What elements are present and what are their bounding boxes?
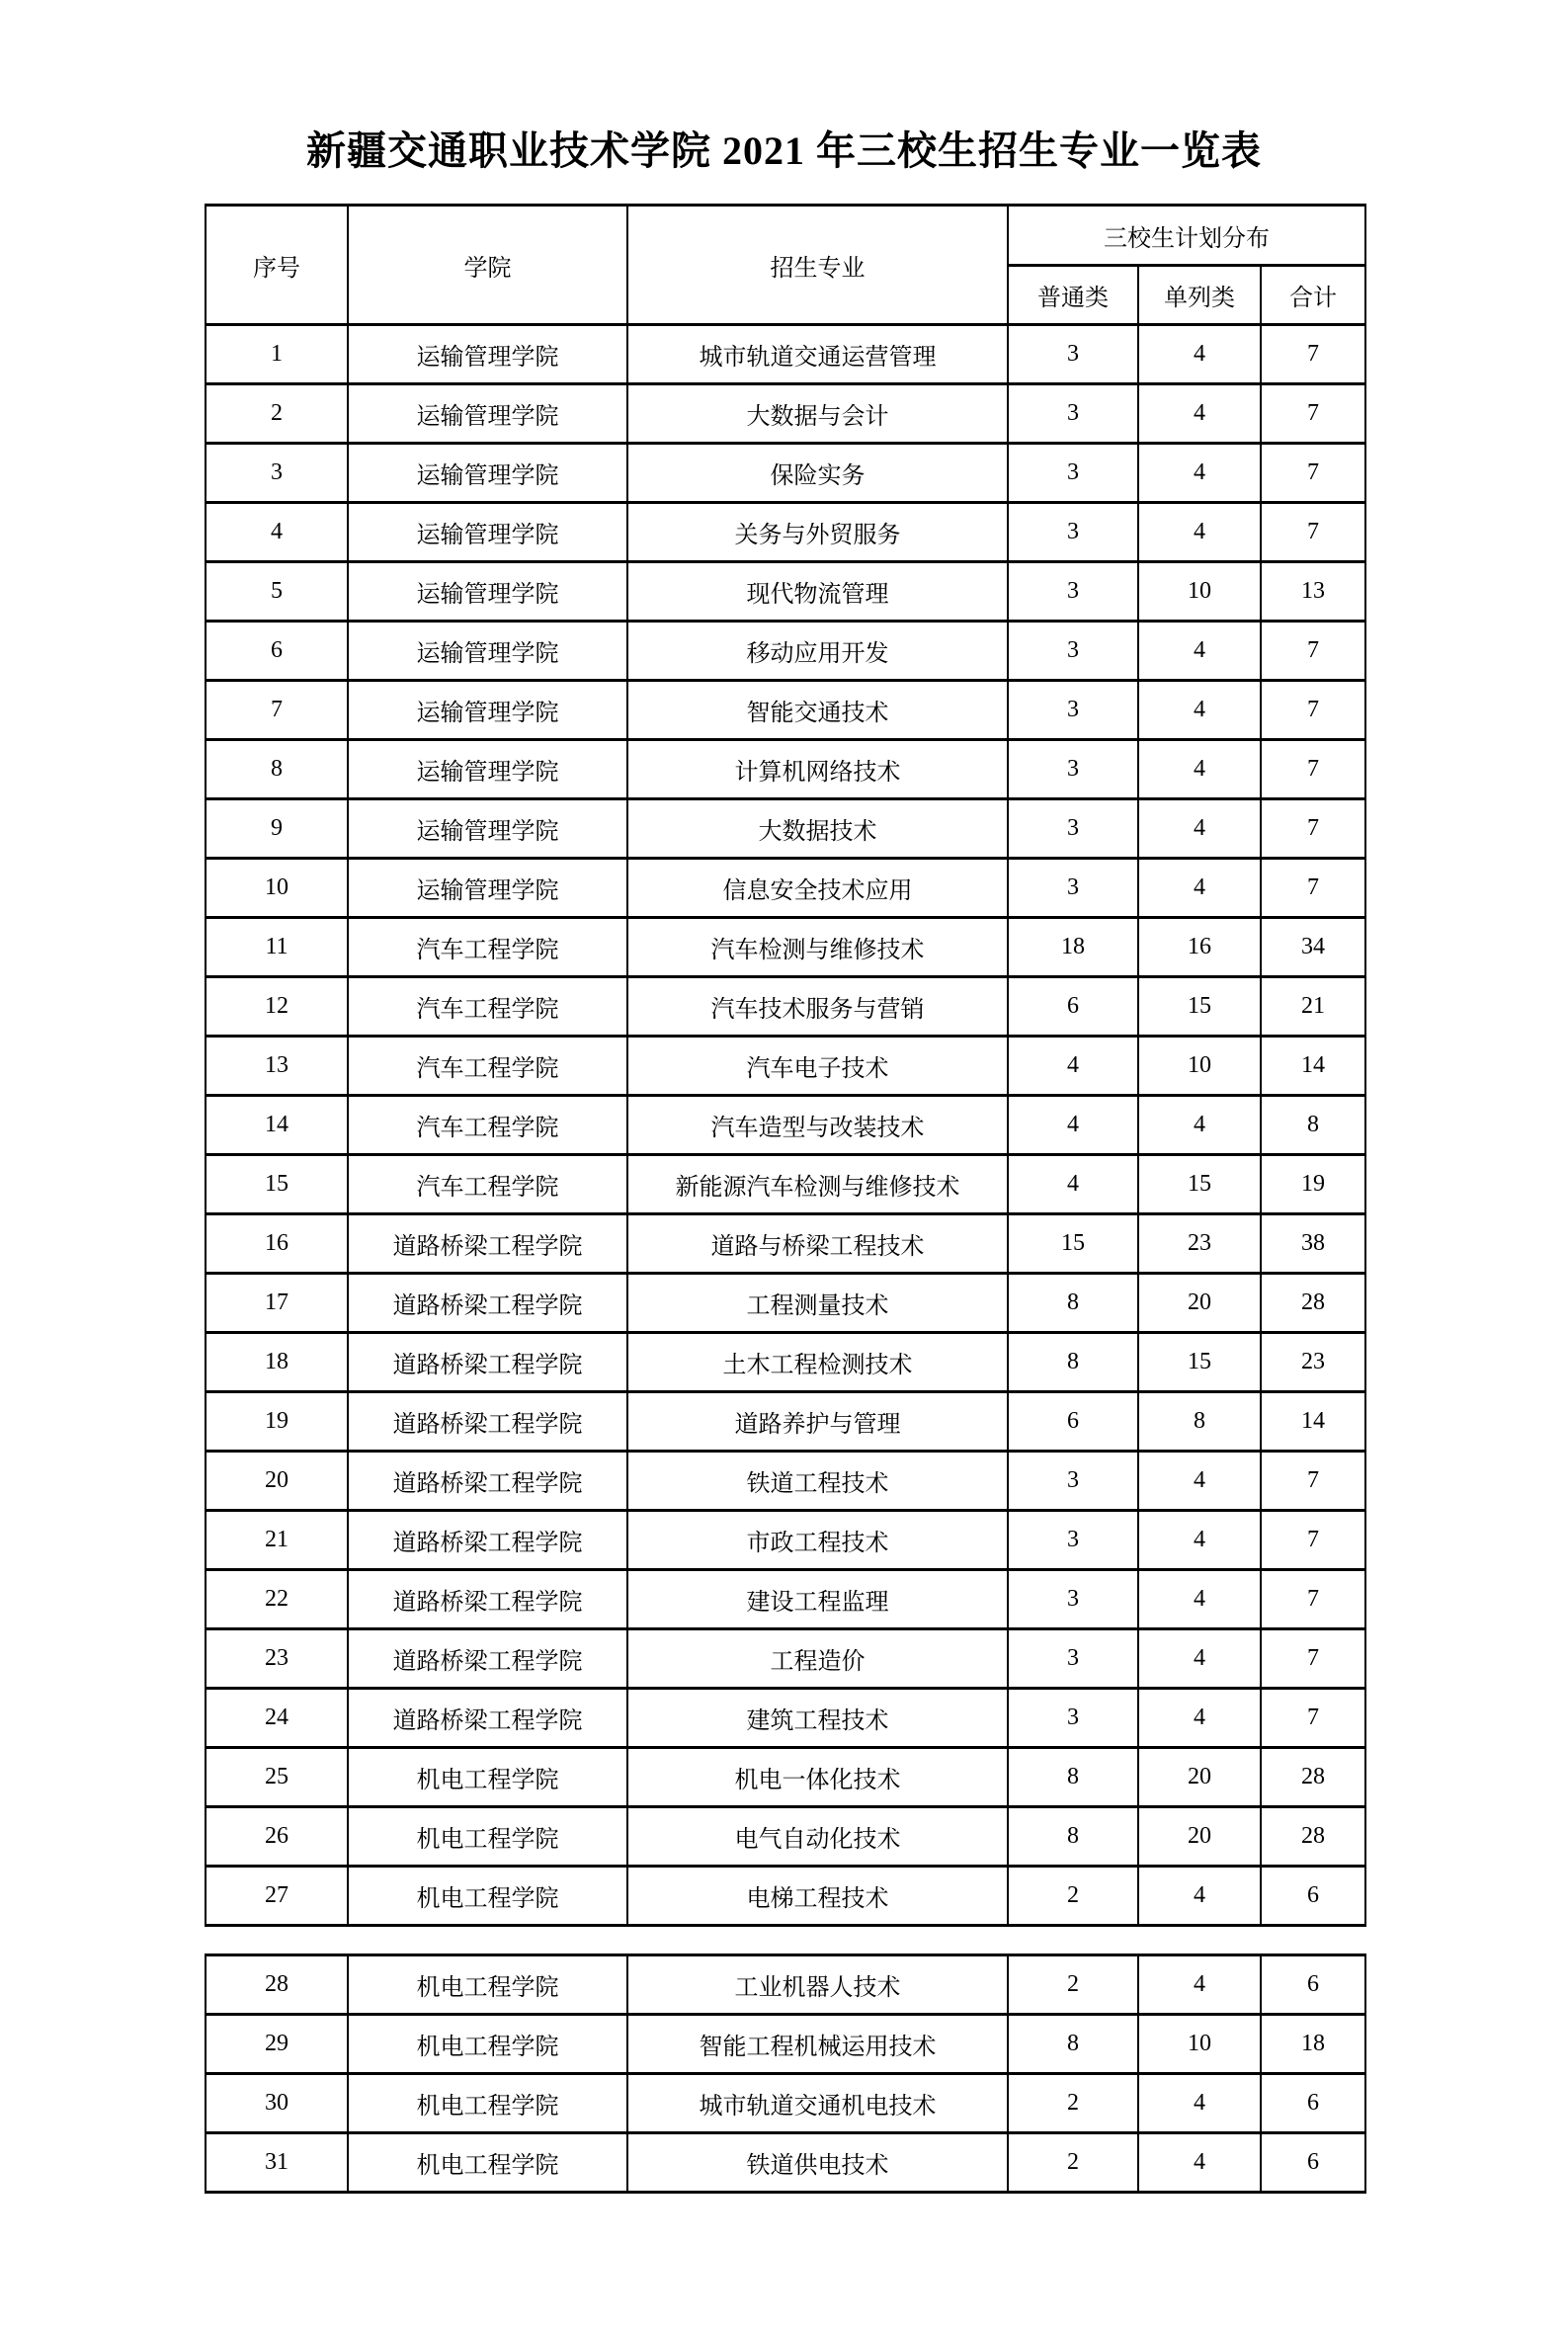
row-number-cell: 9 (206, 799, 348, 859)
separate-count-cell: 4 (1138, 740, 1261, 799)
separate-count-cell: 4 (1138, 859, 1261, 918)
major-cell: 汽车技术服务与营销 (627, 977, 1008, 1037)
college-cell: 道路桥梁工程学院 (348, 1689, 627, 1748)
total-count-cell: 13 (1261, 562, 1365, 622)
total-count-cell: 7 (1261, 325, 1365, 384)
regular-count-cell: 8 (1008, 1748, 1138, 1807)
regular-count-cell: 8 (1008, 2015, 1138, 2074)
table-body-part1 (206, 325, 1365, 1926)
major-cell: 铁道工程技术 (627, 1452, 1008, 1511)
college-cell: 机电工程学院 (348, 1867, 627, 1926)
regular-count-cell: 15 (1008, 1214, 1138, 1274)
separate-count-cell: 23 (1138, 1214, 1261, 1274)
college-cell: 机电工程学院 (348, 2133, 627, 2193)
total-count-cell: 23 (1261, 1333, 1365, 1392)
college-cell: 汽车工程学院 (348, 1096, 627, 1155)
separate-count-cell: 20 (1138, 1748, 1261, 1807)
college-cell: 运输管理学院 (348, 444, 627, 503)
table-row (206, 562, 1365, 622)
header-regular: 普通类 (1008, 266, 1138, 325)
row-number-cell: 23 (206, 1629, 348, 1689)
major-cell: 新能源汽车检测与维修技术 (627, 1155, 1008, 1214)
college-cell: 机电工程学院 (348, 2074, 627, 2133)
total-count-cell: 6 (1261, 2133, 1365, 2193)
college-cell: 机电工程学院 (348, 1807, 627, 1867)
college-cell: 汽车工程学院 (348, 977, 627, 1037)
separate-count-cell: 4 (1138, 1629, 1261, 1689)
row-number-cell: 13 (206, 1037, 348, 1096)
row-number-cell: 2 (206, 384, 348, 444)
total-count-cell: 7 (1261, 622, 1365, 681)
table-row (206, 1570, 1365, 1629)
separate-count-cell: 4 (1138, 1955, 1261, 2015)
separate-count-cell: 4 (1138, 1452, 1261, 1511)
major-cell: 智能交通技术 (627, 681, 1008, 740)
table-row (206, 1037, 1365, 1096)
table-row (206, 740, 1365, 799)
major-cell: 建筑工程技术 (627, 1689, 1008, 1748)
table-row (206, 1807, 1365, 1867)
college-cell: 道路桥梁工程学院 (348, 1570, 627, 1629)
table-row (206, 1392, 1365, 1452)
separate-count-cell: 4 (1138, 622, 1261, 681)
row-number-cell: 15 (206, 1155, 348, 1214)
row-number-cell: 18 (206, 1333, 348, 1392)
separate-count-cell: 4 (1138, 799, 1261, 859)
row-number-cell: 5 (206, 562, 348, 622)
total-count-cell: 14 (1261, 1037, 1365, 1096)
separate-count-cell: 20 (1138, 1807, 1261, 1867)
header-total: 合计 (1261, 266, 1365, 325)
college-cell: 汽车工程学院 (348, 1155, 627, 1214)
regular-count-cell: 2 (1008, 2074, 1138, 2133)
row-number-cell: 19 (206, 1392, 348, 1452)
regular-count-cell: 3 (1008, 1452, 1138, 1511)
table-row (206, 1096, 1365, 1155)
major-cell: 城市轨道交通运营管理 (627, 325, 1008, 384)
table-row (206, 681, 1365, 740)
total-count-cell: 7 (1261, 444, 1365, 503)
college-cell: 运输管理学院 (348, 681, 627, 740)
separate-count-cell: 4 (1138, 1689, 1261, 1748)
separate-count-cell: 4 (1138, 1570, 1261, 1629)
row-number-cell: 8 (206, 740, 348, 799)
major-cell: 汽车检测与维修技术 (627, 918, 1008, 977)
row-number-cell: 1 (206, 325, 348, 384)
table-row (206, 918, 1365, 977)
regular-count-cell: 4 (1008, 1096, 1138, 1155)
major-cell: 大数据技术 (627, 799, 1008, 859)
total-count-cell: 7 (1261, 384, 1365, 444)
regular-count-cell: 8 (1008, 1807, 1138, 1867)
table-row (206, 1214, 1365, 1274)
header-college: 学院 (348, 206, 627, 325)
row-number-cell: 7 (206, 681, 348, 740)
row-number-cell: 11 (206, 918, 348, 977)
table-row (206, 2015, 1365, 2074)
regular-count-cell: 3 (1008, 622, 1138, 681)
table-row (206, 1748, 1365, 1807)
college-cell: 运输管理学院 (348, 562, 627, 622)
college-cell: 道路桥梁工程学院 (348, 1452, 627, 1511)
college-cell: 运输管理学院 (348, 859, 627, 918)
college-cell: 汽车工程学院 (348, 1037, 627, 1096)
separate-count-cell: 4 (1138, 325, 1261, 384)
college-cell: 道路桥梁工程学院 (348, 1629, 627, 1689)
separate-count-cell: 4 (1138, 2074, 1261, 2133)
regular-count-cell: 3 (1008, 444, 1138, 503)
row-number-cell: 6 (206, 622, 348, 681)
table-row (206, 444, 1365, 503)
total-count-cell: 28 (1261, 1748, 1365, 1807)
major-cell: 保险实务 (627, 444, 1008, 503)
college-cell: 道路桥梁工程学院 (348, 1333, 627, 1392)
table-row (206, 1511, 1365, 1570)
row-number-cell: 17 (206, 1274, 348, 1333)
major-cell: 铁道供电技术 (627, 2133, 1008, 2193)
row-number-cell: 30 (206, 2074, 348, 2133)
total-count-cell: 7 (1261, 503, 1365, 562)
table-body-part2 (206, 1955, 1365, 2193)
separate-count-cell: 4 (1138, 384, 1261, 444)
regular-count-cell: 6 (1008, 1392, 1138, 1452)
regular-count-cell: 4 (1008, 1155, 1138, 1214)
separate-count-cell: 16 (1138, 918, 1261, 977)
row-number-cell: 4 (206, 503, 348, 562)
college-cell: 机电工程学院 (348, 2015, 627, 2074)
row-number-cell: 21 (206, 1511, 348, 1570)
major-cell: 汽车电子技术 (627, 1037, 1008, 1096)
total-count-cell: 14 (1261, 1392, 1365, 1452)
major-cell: 城市轨道交通机电技术 (627, 2074, 1008, 2133)
table-row (206, 1867, 1365, 1926)
college-cell: 运输管理学院 (348, 740, 627, 799)
separate-count-cell: 8 (1138, 1392, 1261, 1452)
header-row-top (206, 206, 1365, 266)
regular-count-cell: 8 (1008, 1333, 1138, 1392)
regular-count-cell: 3 (1008, 740, 1138, 799)
row-number-cell: 3 (206, 444, 348, 503)
college-cell: 道路桥梁工程学院 (348, 1511, 627, 1570)
table-row (206, 325, 1365, 384)
total-count-cell: 7 (1261, 681, 1365, 740)
separate-count-cell: 4 (1138, 681, 1261, 740)
separate-count-cell: 10 (1138, 2015, 1261, 2074)
table-row (206, 1689, 1365, 1748)
total-count-cell: 19 (1261, 1155, 1365, 1214)
table-row (206, 503, 1365, 562)
major-cell: 道路养护与管理 (627, 1392, 1008, 1452)
row-number-cell: 31 (206, 2133, 348, 2193)
major-cell: 道路与桥梁工程技术 (627, 1214, 1008, 1274)
total-count-cell: 7 (1261, 1629, 1365, 1689)
row-number-cell: 20 (206, 1452, 348, 1511)
total-count-cell: 6 (1261, 1955, 1365, 2015)
regular-count-cell: 3 (1008, 384, 1138, 444)
major-cell: 工业机器人技术 (627, 1955, 1008, 2015)
college-cell: 运输管理学院 (348, 325, 627, 384)
header-major: 招生专业 (627, 206, 1008, 325)
separate-count-cell: 4 (1138, 1511, 1261, 1570)
table-row (206, 1452, 1365, 1511)
separate-count-cell: 4 (1138, 503, 1261, 562)
separate-count-cell: 4 (1138, 1867, 1261, 1926)
college-cell: 道路桥梁工程学院 (348, 1392, 627, 1452)
row-number-cell: 24 (206, 1689, 348, 1748)
row-number-cell: 25 (206, 1748, 348, 1807)
regular-count-cell: 3 (1008, 503, 1138, 562)
header-no: 序号 (206, 206, 348, 325)
header-plan-group: 三校生计划分布 (1008, 206, 1365, 266)
row-number-cell: 27 (206, 1867, 348, 1926)
college-cell: 运输管理学院 (348, 384, 627, 444)
row-number-cell: 26 (206, 1807, 348, 1867)
regular-count-cell: 3 (1008, 1629, 1138, 1689)
total-count-cell: 34 (1261, 918, 1365, 977)
separate-count-cell: 10 (1138, 562, 1261, 622)
major-cell: 移动应用开发 (627, 622, 1008, 681)
regular-count-cell: 3 (1008, 1511, 1138, 1570)
regular-count-cell: 8 (1008, 1274, 1138, 1333)
total-count-cell: 6 (1261, 1867, 1365, 1926)
row-number-cell: 16 (206, 1214, 348, 1274)
regular-count-cell: 3 (1008, 681, 1138, 740)
major-cell: 计算机网络技术 (627, 740, 1008, 799)
major-cell: 工程测量技术 (627, 1274, 1008, 1333)
major-cell: 机电一体化技术 (627, 1748, 1008, 1807)
total-count-cell: 28 (1261, 1274, 1365, 1333)
table-header (206, 206, 1365, 325)
total-count-cell: 7 (1261, 799, 1365, 859)
separate-count-cell: 15 (1138, 1333, 1261, 1392)
major-cell: 现代物流管理 (627, 562, 1008, 622)
separate-count-cell: 4 (1138, 2133, 1261, 2193)
row-number-cell: 14 (206, 1096, 348, 1155)
row-number-cell: 10 (206, 859, 348, 918)
separate-count-cell: 10 (1138, 1037, 1261, 1096)
page-title: 新疆交通职业技术学院 2021 年三校生招生专业一览表 (306, 128, 1262, 173)
regular-count-cell: 3 (1008, 1689, 1138, 1748)
college-cell: 机电工程学院 (348, 1955, 627, 2015)
total-count-cell: 38 (1261, 1214, 1365, 1274)
regular-count-cell: 18 (1008, 918, 1138, 977)
table-row (206, 2074, 1365, 2133)
separate-count-cell: 20 (1138, 1274, 1261, 1333)
regular-count-cell: 4 (1008, 1037, 1138, 1096)
table-row (206, 799, 1365, 859)
regular-count-cell: 3 (1008, 1570, 1138, 1629)
enrollment-table-part1 (205, 204, 1366, 1927)
table-row (206, 977, 1365, 1037)
regular-count-cell: 2 (1008, 1867, 1138, 1926)
major-cell: 电梯工程技术 (627, 1867, 1008, 1926)
total-count-cell: 6 (1261, 2074, 1365, 2133)
total-count-cell: 7 (1261, 1570, 1365, 1629)
total-count-cell: 7 (1261, 1452, 1365, 1511)
table-row (206, 1955, 1365, 2015)
regular-count-cell: 2 (1008, 2133, 1138, 2193)
major-cell: 土木工程检测技术 (627, 1333, 1008, 1392)
major-cell: 智能工程机械运用技术 (627, 2015, 1008, 2074)
table-row (206, 859, 1365, 918)
college-cell: 运输管理学院 (348, 622, 627, 681)
total-count-cell: 7 (1261, 859, 1365, 918)
total-count-cell: 21 (1261, 977, 1365, 1037)
table-row (206, 1333, 1365, 1392)
total-count-cell: 18 (1261, 2015, 1365, 2074)
enrollment-table-part2 (205, 1954, 1366, 2194)
separate-count-cell: 4 (1138, 444, 1261, 503)
row-number-cell: 22 (206, 1570, 348, 1629)
regular-count-cell: 3 (1008, 799, 1138, 859)
total-count-cell: 7 (1261, 1689, 1365, 1748)
table-row (206, 384, 1365, 444)
major-cell: 建设工程监理 (627, 1570, 1008, 1629)
regular-count-cell: 6 (1008, 977, 1138, 1037)
college-cell: 运输管理学院 (348, 503, 627, 562)
college-cell: 运输管理学院 (348, 799, 627, 859)
row-number-cell: 29 (206, 2015, 348, 2074)
major-cell: 市政工程技术 (627, 1511, 1008, 1570)
major-cell: 电气自动化技术 (627, 1807, 1008, 1867)
regular-count-cell: 2 (1008, 1955, 1138, 2015)
row-number-cell: 28 (206, 1955, 348, 2015)
college-cell: 机电工程学院 (348, 1748, 627, 1807)
table-row (206, 1629, 1365, 1689)
table-row (206, 622, 1365, 681)
college-cell: 汽车工程学院 (348, 918, 627, 977)
row-number-cell: 12 (206, 977, 348, 1037)
total-count-cell: 7 (1261, 1511, 1365, 1570)
separate-count-cell: 15 (1138, 977, 1261, 1037)
major-cell: 信息安全技术应用 (627, 859, 1008, 918)
major-cell: 关务与外贸服务 (627, 503, 1008, 562)
table-row (206, 1274, 1365, 1333)
college-cell: 道路桥梁工程学院 (348, 1274, 627, 1333)
regular-count-cell: 3 (1008, 859, 1138, 918)
table-row (206, 1155, 1365, 1214)
major-cell: 汽车造型与改装技术 (627, 1096, 1008, 1155)
college-cell: 道路桥梁工程学院 (348, 1214, 627, 1274)
total-count-cell: 7 (1261, 740, 1365, 799)
regular-count-cell: 3 (1008, 325, 1138, 384)
regular-count-cell: 3 (1008, 562, 1138, 622)
table-row (206, 2133, 1365, 2193)
header-separate: 单列类 (1138, 266, 1261, 325)
total-count-cell: 28 (1261, 1807, 1365, 1867)
separate-count-cell: 15 (1138, 1155, 1261, 1214)
total-count-cell: 8 (1261, 1096, 1365, 1155)
major-cell: 大数据与会计 (627, 384, 1008, 444)
major-cell: 工程造价 (627, 1629, 1008, 1689)
separate-count-cell: 4 (1138, 1096, 1261, 1155)
